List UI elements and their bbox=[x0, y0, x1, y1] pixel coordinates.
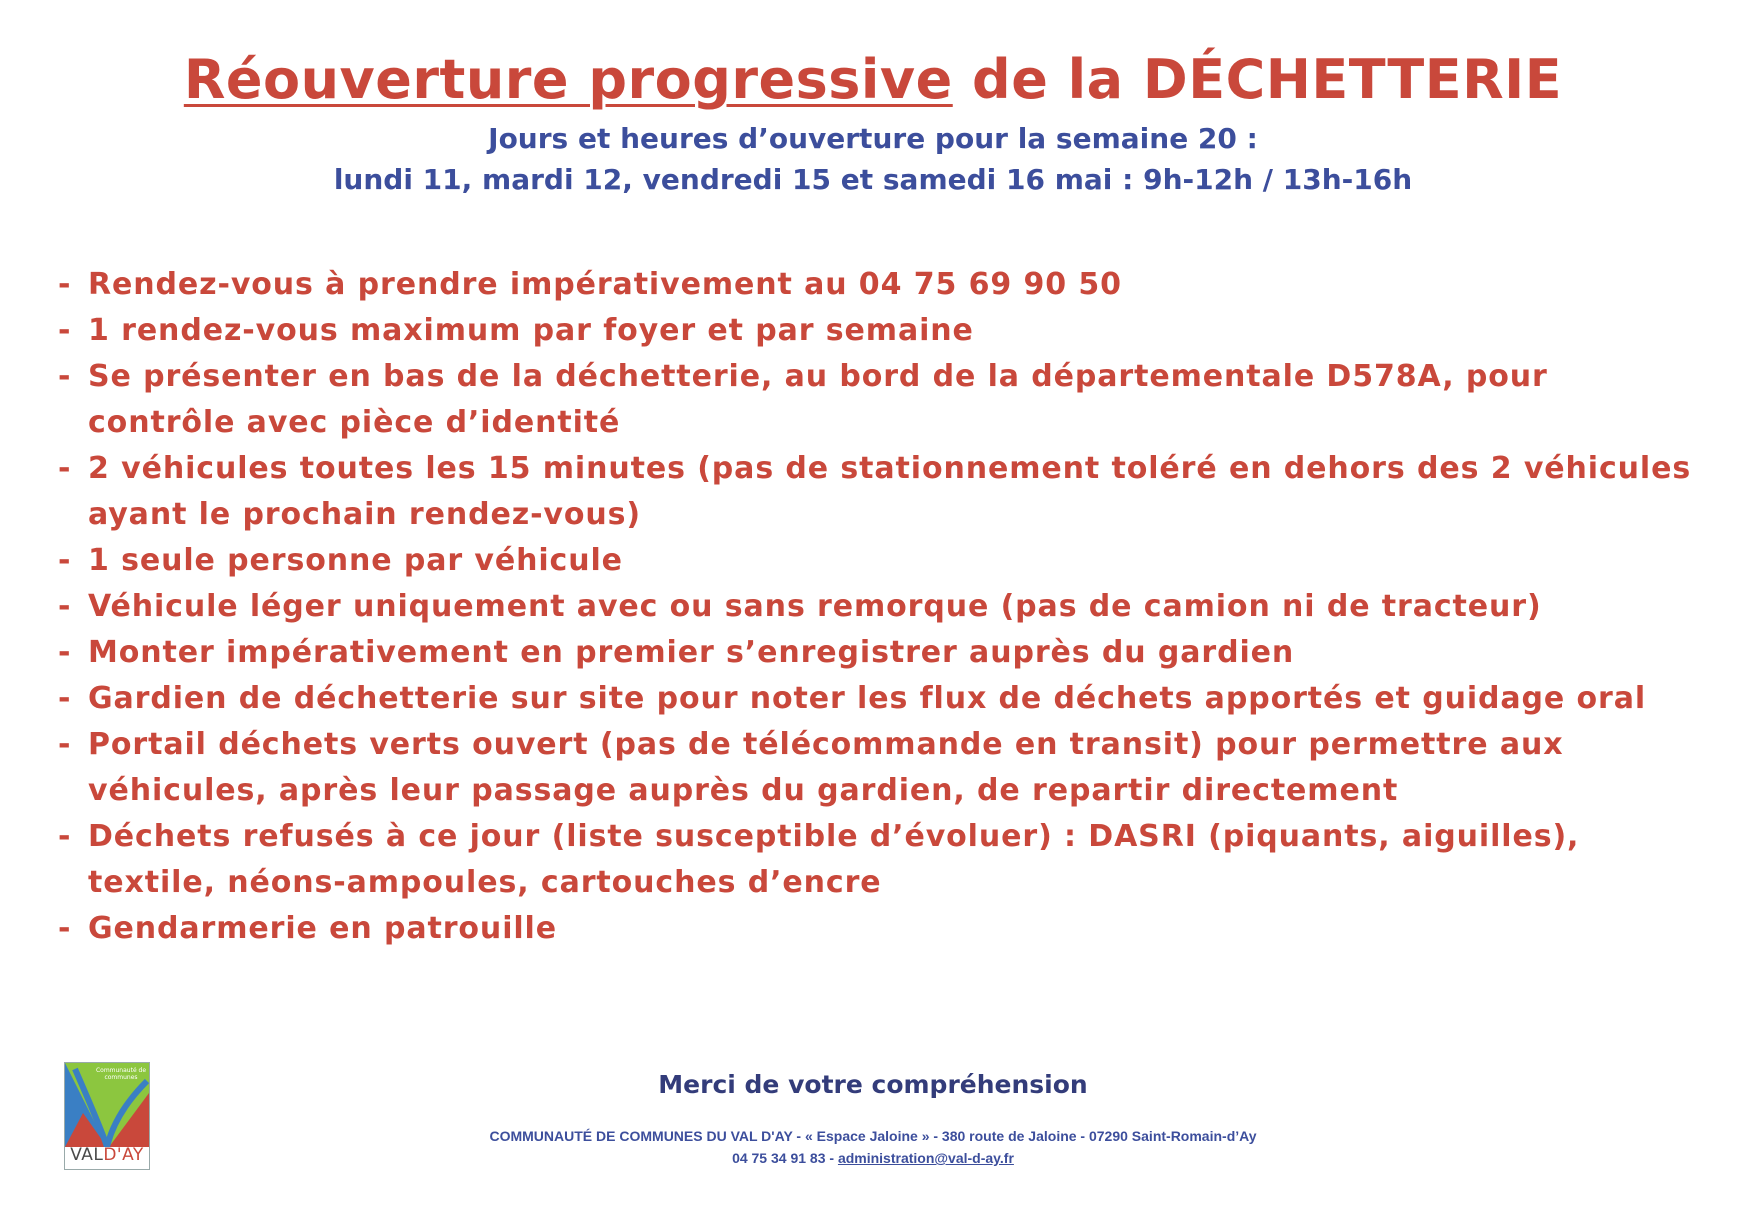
rule-text: Déchets refusés à ce jour (liste susceptible d’évoluer) : DASRI (piquants, aiguilles), textile, néons-ampoules, cartouches d’encre bbox=[88, 819, 1580, 900]
rule-item bbox=[58, 814, 1698, 906]
logo-brand-day: D'AY bbox=[103, 1145, 144, 1165]
rule-text: Gardien de déchetterie sur site pour noter les flux de déchets apportés et guidage oral bbox=[88, 681, 1647, 716]
footer-phone: 04 75 34 91 83 - bbox=[732, 1150, 838, 1166]
bullet-dash: - bbox=[58, 451, 72, 486]
rule-text: Portail déchets verts ouvert (pas de télécommande en transit) pour permettre aux véhicules, après leur passage auprès du gardien, de repartir directement bbox=[88, 727, 1564, 808]
schedule-heading: Jours et heures d’ouverture pour la semaine 20 : bbox=[488, 122, 1258, 155]
rule-item bbox=[58, 722, 1698, 814]
logo-brand-val: VAL bbox=[70, 1145, 104, 1165]
footer-contact bbox=[0, 1150, 1746, 1166]
bullet-dash: - bbox=[58, 589, 72, 624]
footer-email-link[interactable]: administration@val-d-ay.fr bbox=[837, 1150, 1014, 1166]
rule-item bbox=[58, 630, 1698, 676]
logo-top-text: Communauté de communes bbox=[95, 1067, 147, 1081]
rule-text: Véhicule léger uniquement avec ou sans remorque (pas de camion ni de tracteur) bbox=[88, 589, 1542, 624]
bullet-dash: - bbox=[58, 359, 72, 394]
rule-item bbox=[58, 446, 1698, 538]
bullet-dash: - bbox=[58, 911, 72, 946]
bullet-dash: - bbox=[58, 543, 72, 578]
rule-text: 2 véhicules toutes les 15 minutes (pas de stationnement toléré en dehors des 2 véhicules ayant le prochain rendez-vous) bbox=[88, 451, 1692, 532]
rule-item bbox=[58, 906, 1698, 952]
rule-item bbox=[58, 308, 1698, 354]
rule-text: Gendarmerie en patrouille bbox=[88, 911, 557, 946]
bullet-dash: - bbox=[58, 819, 72, 854]
page-title bbox=[0, 48, 1746, 111]
rule-item bbox=[58, 262, 1698, 308]
title-underlined: Réouverture progressive bbox=[183, 48, 953, 111]
rule-text: Monter impérativement en premier s’enregistrer auprès du gardien bbox=[88, 635, 1295, 670]
footer-address: COMMUNAUTÉ DE COMMUNES DU VAL D'AY - « Espace Jaloine » - 380 route de Jaloine - 07290 Saint-Romain-d’Ay bbox=[489, 1128, 1257, 1144]
rules-list bbox=[58, 262, 1698, 952]
rule-text: 1 seule personne par véhicule bbox=[88, 543, 623, 578]
rule-text: Rendez-vous à prendre impérativement au 04 75 69 90 50 bbox=[88, 267, 1122, 302]
rule-item bbox=[58, 676, 1698, 722]
rule-item bbox=[58, 538, 1698, 584]
rule-text: 1 rendez-vous maximum par foyer et par semaine bbox=[88, 313, 974, 348]
bullet-dash: - bbox=[58, 267, 72, 302]
rule-text: Se présenter en bas de la déchetterie, au bord de la départementale D578A, pour contrôle avec pièce d’identité bbox=[88, 359, 1548, 440]
schedule-days-hours: lundi 11, mardi 12, vendredi 15 et samedi 16 mai : 9h-12h / 13h-16h bbox=[333, 163, 1413, 196]
bullet-dash: - bbox=[58, 635, 72, 670]
rule-item bbox=[58, 584, 1698, 630]
rule-item bbox=[58, 354, 1698, 446]
bullet-dash: - bbox=[58, 313, 72, 348]
bullet-dash: - bbox=[58, 727, 72, 762]
title-rest: de la DÉCHETTERIE bbox=[952, 48, 1563, 111]
thanks-message: Merci de votre compréhension bbox=[658, 1070, 1088, 1099]
bullet-dash: - bbox=[58, 681, 72, 716]
